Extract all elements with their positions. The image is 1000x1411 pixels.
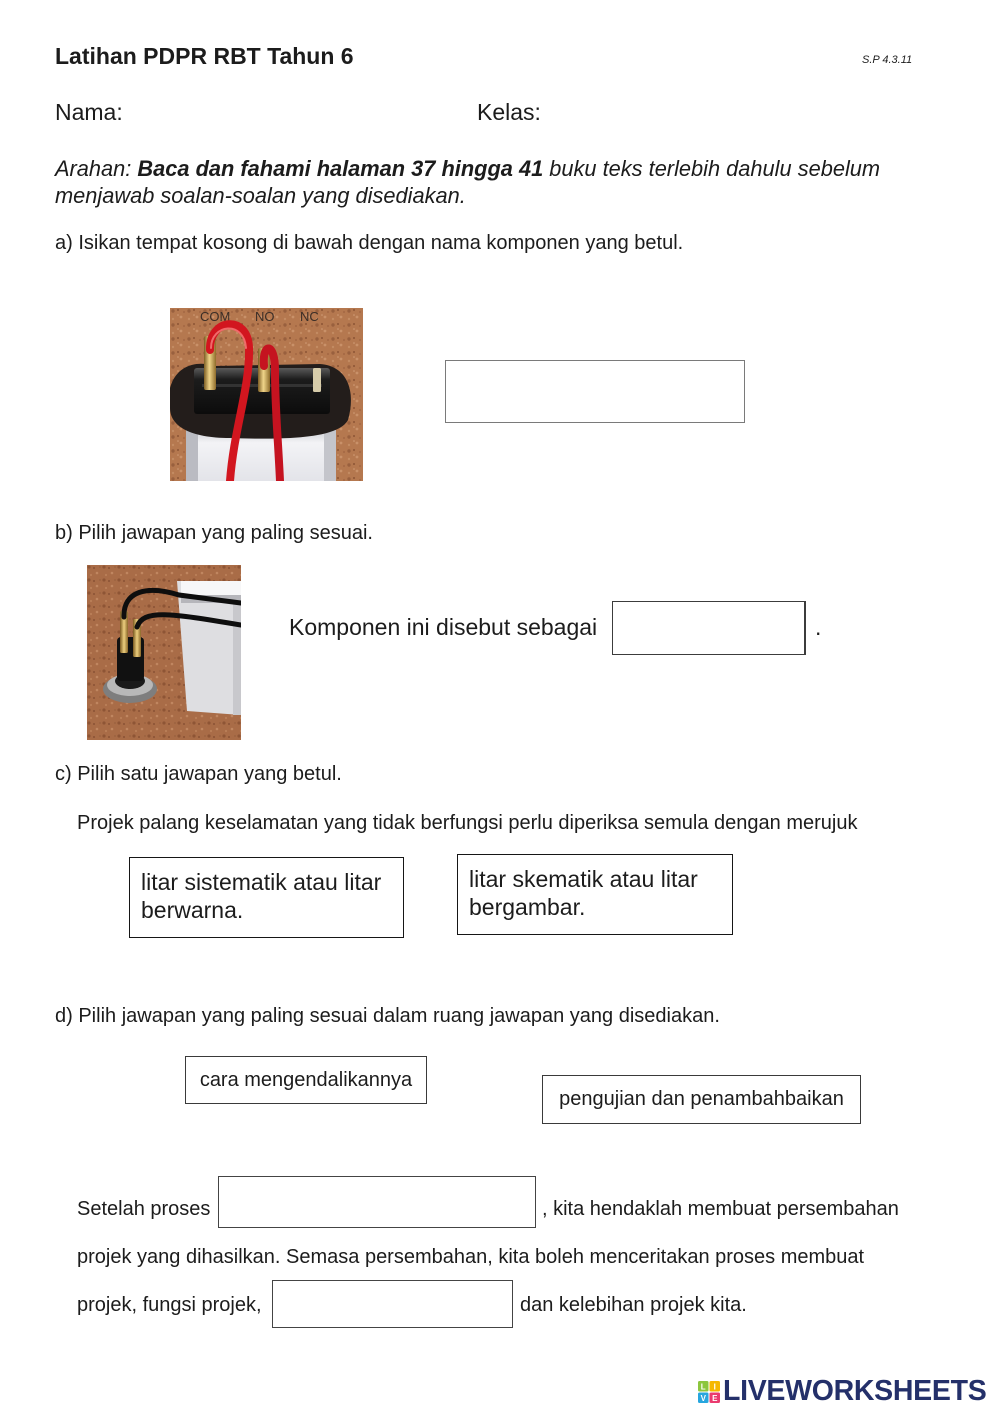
liveworksheets-logo[interactable]	[698, 1375, 986, 1408]
section-a-answer-input[interactable]	[445, 360, 745, 423]
section-c-option-2[interactable]	[457, 854, 733, 935]
terminal-label-com: COM	[200, 309, 231, 324]
paragraph-line3-end: dan kelebihan projek kita.	[520, 1294, 747, 1316]
paragraph-line3-start: projek, fungsi projek,	[77, 1294, 262, 1316]
instructions-emphasis: Baca dan fahami halaman 37 hingga 41	[137, 156, 544, 181]
option-text: litar skematik atau litar bergambar.	[469, 866, 698, 920]
paragraph-line1-end: , kita hendaklah membuat persembahan	[542, 1198, 899, 1220]
logo-letter: I	[713, 1382, 716, 1392]
option-text: litar sistematik atau litar berwarna.	[141, 869, 382, 923]
worksheet-title: Latihan PDPR RBT Tahun 6	[55, 43, 354, 69]
section-d-option-2[interactable]	[542, 1075, 861, 1124]
section-d-prompt: d) Pilih jawapan yang paling sesuai dalam ruang jawapan yang disediakan.	[55, 1005, 720, 1027]
instructions-line1-rest: buku teks terlebih dahulu sebelum	[549, 156, 881, 181]
section-c-prompt: c) Pilih satu jawapan yang betul.	[55, 763, 342, 785]
paragraph-line2: projek yang dihasilkan. Semasa persembahan, kita boleh menceritakan proses membuat	[77, 1246, 865, 1268]
logo-icon	[698, 1381, 720, 1403]
section-c-question: Projek palang keselamatan yang tidak berfungsi perlu diperiksa semula dengan merujuk	[77, 812, 858, 834]
name-label: Nama:	[55, 99, 123, 125]
logo-letter: V	[700, 1393, 706, 1403]
microswitch-photo	[170, 308, 363, 481]
section-b-answer-input[interactable]	[612, 601, 806, 655]
section-b-sentence: Komponen ini disebut sebagai	[289, 614, 598, 640]
component-photo	[87, 565, 241, 740]
instructions	[55, 155, 880, 209]
section-a-prompt: a) Isikan tempat kosong di bawah dengan nama komponen yang betul.	[55, 232, 684, 254]
instructions-line2: menjawab soalan-soalan yang disediakan.	[55, 183, 466, 208]
terminal-label-nc: NC	[300, 309, 319, 324]
section-c-option-1[interactable]	[129, 857, 404, 938]
class-label: Kelas:	[477, 99, 541, 125]
terminal-label-no: NO	[255, 309, 275, 324]
instructions-prefix: Arahan:	[55, 156, 132, 181]
section-d-blank-1[interactable]	[218, 1176, 536, 1228]
paragraph-line1-start: Setelah proses	[77, 1198, 211, 1220]
option-text: pengujian dan penambahbaikan	[559, 1088, 844, 1110]
section-b-sentence-end: .	[815, 614, 822, 640]
logo-letter: L	[700, 1382, 706, 1392]
option-text: cara mengendalikannya	[199, 1068, 413, 1091]
standard-code: S.P 4.3.11	[862, 54, 913, 66]
section-d-blank-2[interactable]	[272, 1280, 513, 1328]
section-b-prompt: b) Pilih jawapan yang paling sesuai.	[55, 522, 373, 544]
logo-wordmark: LIVEWORKSHEETS	[723, 1375, 987, 1408]
section-d-option-1[interactable]	[185, 1056, 427, 1104]
logo-letter: E	[712, 1393, 718, 1403]
